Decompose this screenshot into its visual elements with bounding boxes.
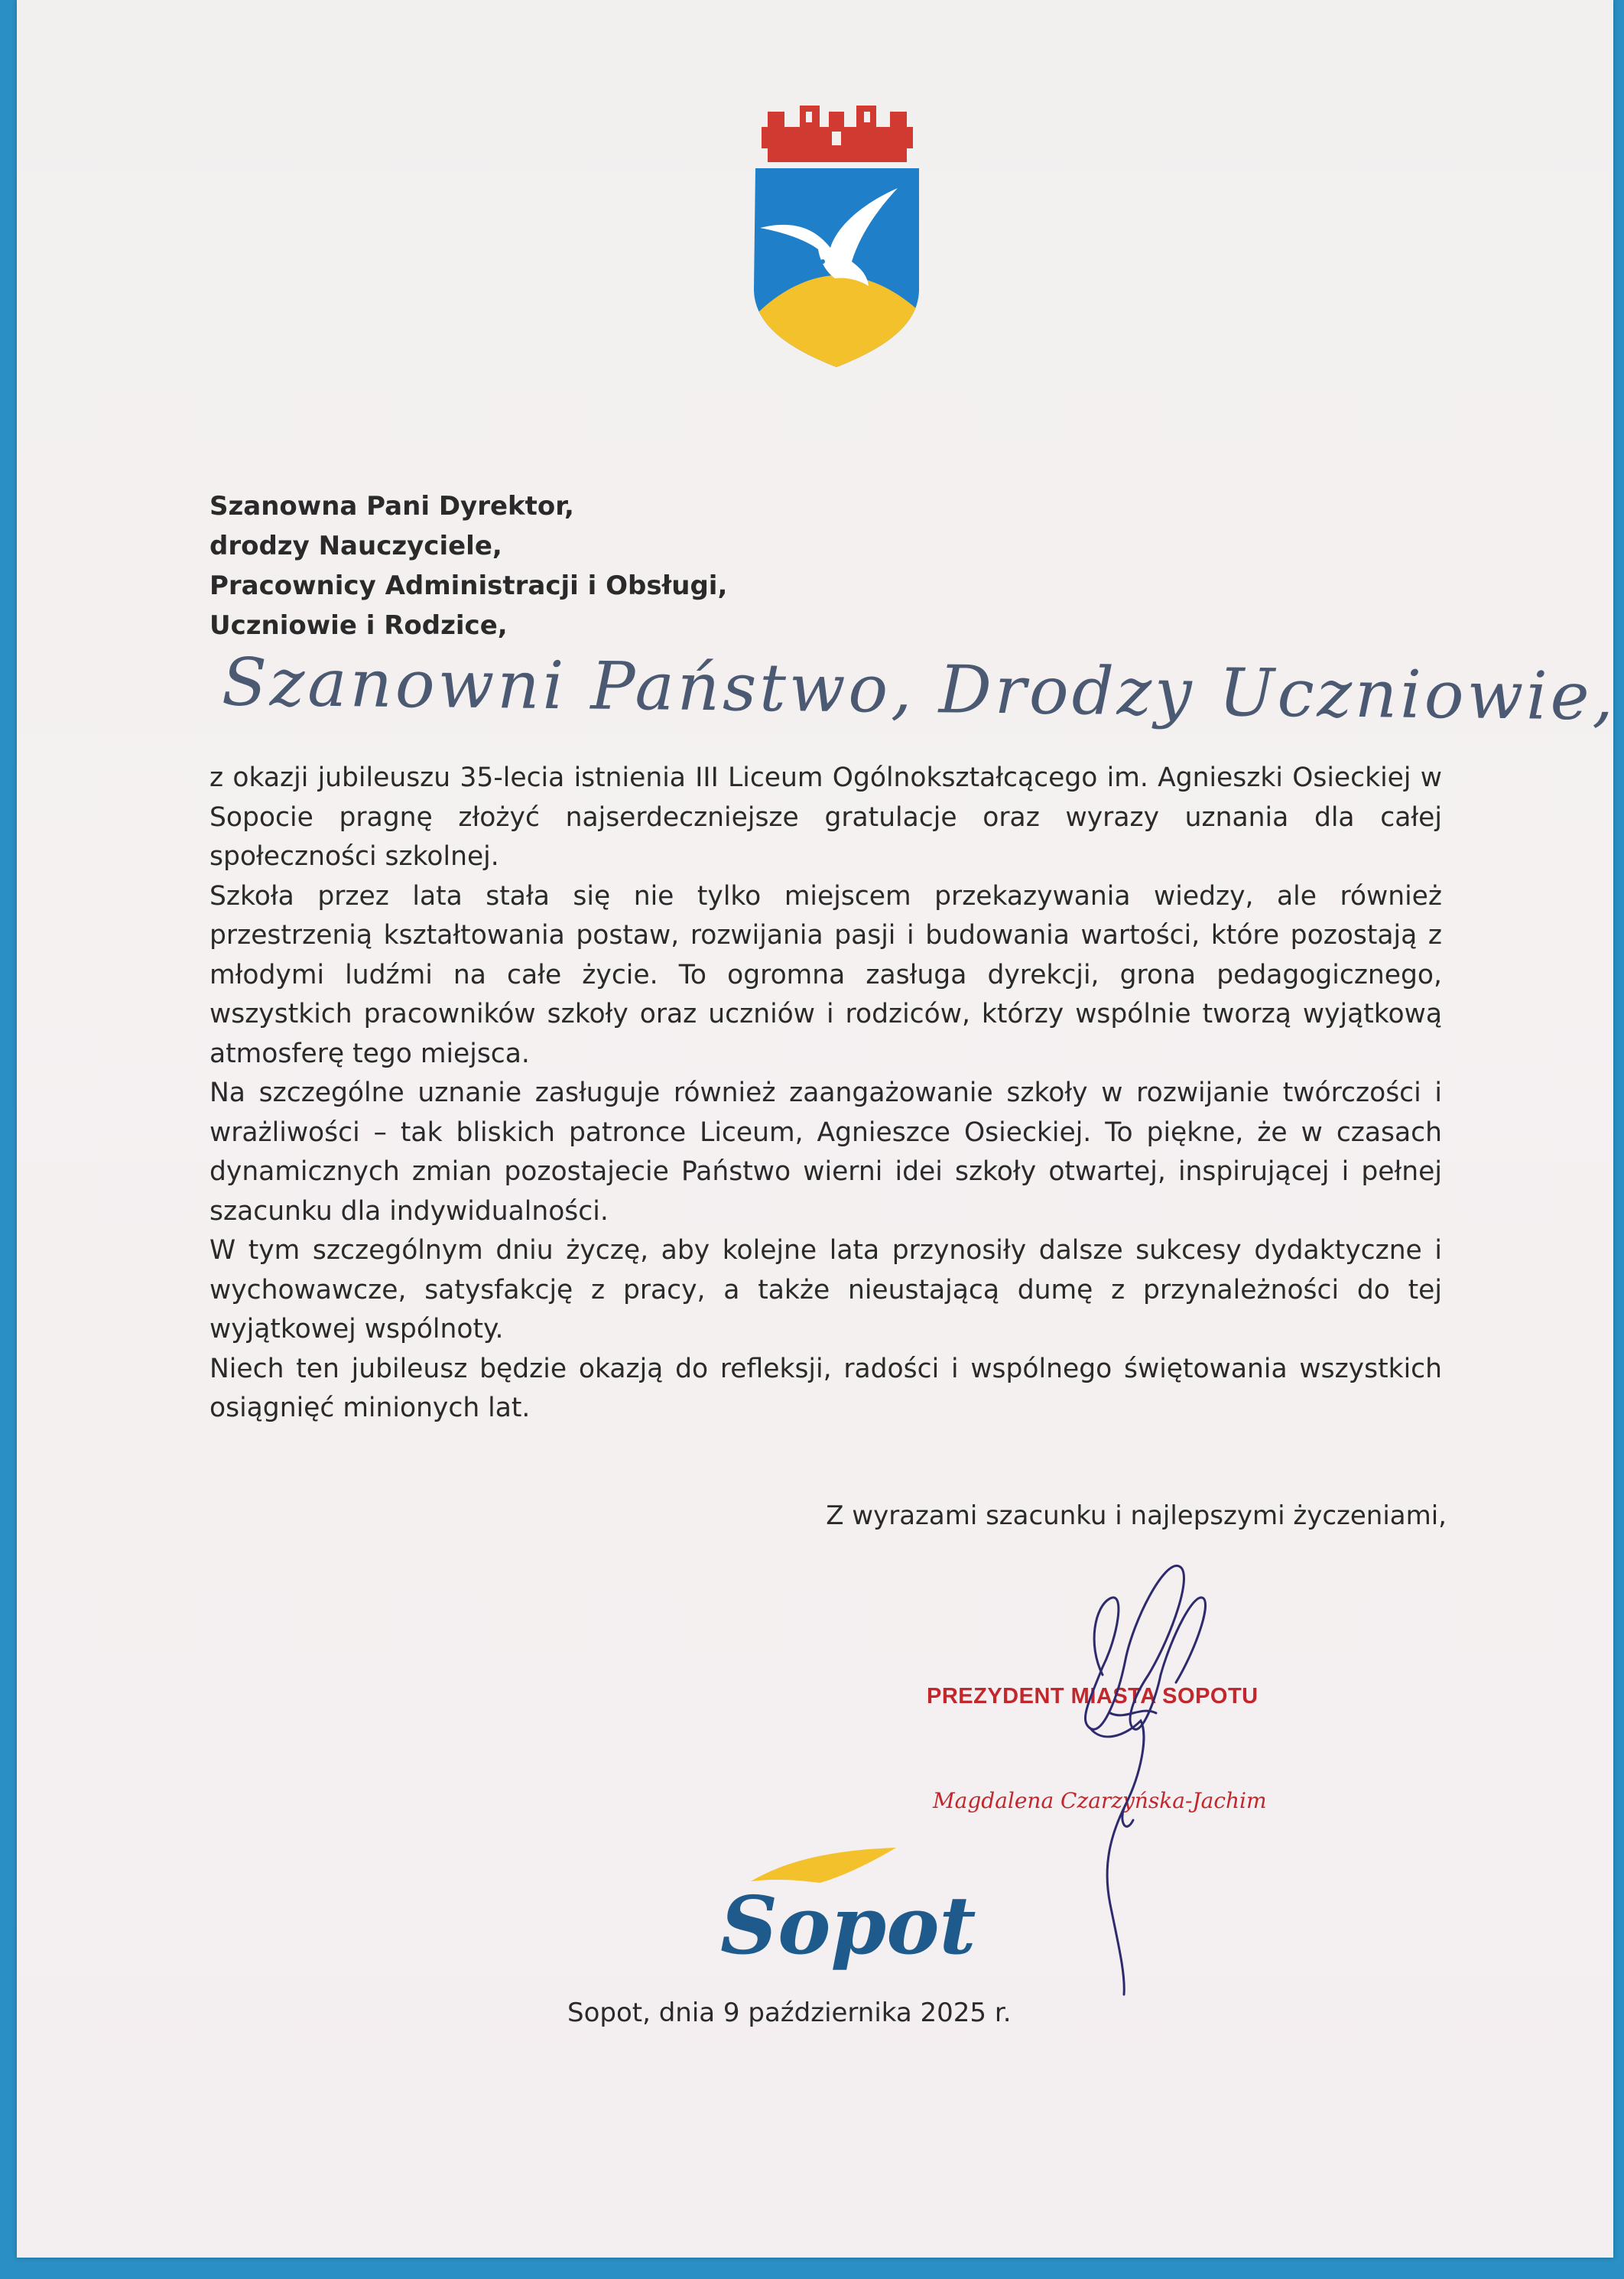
body-paragraph: Na szczególne uznanie zasługuje również zaangażowanie szkoły w rozwijanie twórczości i wrażliwości – tak bliskich patronce Liceum, Agnieszce Osieckiej. To piękne, że w czasach dynamicznych zmian pozostajecie Państwo wierni idei szkoły otwartej, inspirującej i pełnej szacunku dla indywidualności. <box>209 1078 1442 1227</box>
letter-body <box>209 759 1442 1429</box>
salutation-block <box>209 486 974 645</box>
body-paragraph: Niech ten jubileusz będzie okazją do refleksji, radości i wspólnego świętowania wszystkich osiągnięć minionych lat. <box>209 1353 1442 1423</box>
salutation-line: Szanowna Pani Dyrektor, <box>209 491 574 522</box>
logo-text: Sopot <box>720 1878 976 1972</box>
signature-icon <box>1011 1545 1240 1996</box>
body-paragraph: Szkoła przez lata stała się nie tylko miejscem przekazywania wiedzy, ale również przestrzenią kształtowania postaw, rozwijania pasji i budowania wartości, które pozostają z młodymi ludźmi na całe życie. To ogromna zasługa dyrekcji, grona pedagogicznego, wszystkich pracowników szkoły oraz uczniów i rodziców, którzy wspólnie tworzą wyjątkową atmosferę tego miejsca. <box>209 880 1442 1069</box>
signer-title: PREZYDENT MIASTA SOPOTU <box>927 1684 1259 1708</box>
handwritten-greeting: Szanowni Państwo, Drodzy Uczniowie, <box>221 644 1617 736</box>
closing-line: Z wyrazami szacunku i najlepszymi życzeniami, <box>826 1500 1447 1531</box>
place-date: Sopot, dnia 9 października 2025 r. <box>567 1998 1012 2028</box>
salutation-line: drodzy Nauczyciele, <box>209 531 502 561</box>
letter-sheet <box>17 0 1617 2258</box>
salutation-line: Pracownicy Administracji i Obsługi, <box>209 571 728 601</box>
salutation-line: Uczniowie i Rodzice, <box>209 610 508 641</box>
body-paragraph: W tym szczególnym dniu życzę, aby kolejne lata przynosiły dalsze sukcesy dydaktyczne i wychowawcze, satysfakcję z pracy, a także nieustającą dumę z przynależności do tej wyjątkowej wspólnoty. <box>209 1235 1442 1344</box>
body-paragraph: z okazji jubileuszu 35-lecia istnienia III Liceum Ogólnokształcącego im. Agnieszki Osieckiej w Sopocie pragnę złożyć najserdeczniejsze gratulacje oraz wyrazy uznania dla całej społeczności szkolnej. <box>209 762 1442 872</box>
sopot-logo-icon <box>705 1838 976 1991</box>
signer-name: Magdalena Czarzyńska-Jachim <box>933 1788 1267 1813</box>
coat-of-arms-icon <box>745 98 928 370</box>
